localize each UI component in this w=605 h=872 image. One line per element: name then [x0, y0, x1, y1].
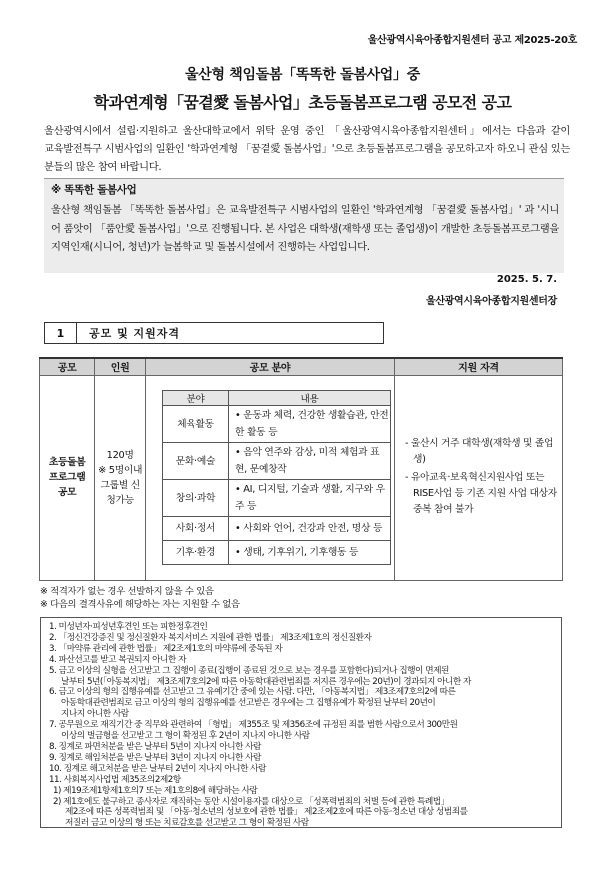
field-header-area: 분야	[162, 391, 228, 406]
fields-table	[162, 390, 391, 565]
field-area: 기후·환경	[162, 541, 228, 565]
field-area: 창의·과학	[162, 480, 228, 517]
disqualification-subitem-cont: 저질러 금고 이상의 형 또는 치료감호를 선고받고 그 형이 확정된 사람	[65, 818, 309, 828]
notice-date: 2025. 5. 7.	[496, 274, 557, 285]
qualification-item: - 유아교육·보육혁신지원사업 또는 RISE사업 등 기존 지원 사업 대상자 중복 참여 불가	[404, 471, 557, 515]
headcount-note: ※ 5명이내 그룹별 신청가능	[98, 464, 143, 506]
header-fields: 공모 분야	[145, 358, 394, 375]
intro-paragraph: 울산광역시에서 설립·지원하고 울산대학교에서 위탁 운영 중인 「울산광역시육아종합지원센터」에서는 다음과 같이 교육발전특구 시범사업의 일환인 '학과연계형 「꿈곁愛 돌봄사업」'으로 초등돌봄프로그램을 공모하고자 하오니 관심 있는 분들의 많은 참여 바랍니다.	[44, 125, 570, 173]
field-area: 사회·정서	[162, 517, 228, 541]
disqualification-item: 2. 「정신건강증진 및 정신질환자 복지서비스 지원에 관한 법률」 제3조제1호의 정신질환자	[49, 632, 372, 643]
disqualification-item: 1. 미성년자·피성년후견인 또는 피한정후견인	[49, 622, 208, 632]
info-box-title: ※ 똑똑한 돌봄사업	[51, 184, 137, 196]
disqualification-item: 4. 파산선고를 받고 복권되지 아니한 자	[49, 654, 186, 665]
recruitment-table	[39, 357, 563, 581]
qualification-cell	[394, 375, 562, 580]
disqualification-item: 3. 「마약류 관리에 관한 법률」 제2조제1호의 마약류에 중독된 자	[49, 643, 283, 654]
header-category: 공모	[40, 358, 95, 375]
section-heading	[44, 322, 384, 344]
field-area: 문화·예술	[162, 443, 228, 480]
header-headcount: 인원	[95, 358, 146, 375]
field-content: • 사회와 언어, 건강과 안전, 명상 등	[228, 517, 390, 541]
disqualification-item-cont: 아동학대관련범죄로 금고 이상의 형의 집행유예를 선고받은 경우에는 그 집행유예가 확정된 날부터 20년이	[61, 698, 436, 709]
disqualification-item: 8. 징계로 파면처분을 받은 날부터 5년이 지나지 아니한 사람	[49, 741, 261, 752]
qualification-item: - 울산시 거주 대학생(재학생 및 졸업생)	[404, 437, 554, 465]
header-qualification: 지원 자격	[394, 358, 562, 375]
notes	[40, 585, 240, 611]
notice-number: 울산광역시육아종합지원센터 공고 제2025-20호	[367, 35, 577, 46]
disqualification-item: 9. 징계로 해임처분을 받은 날부터 3년이 지나지 아니한 사람	[49, 752, 261, 763]
field-header-content: 내용	[228, 391, 390, 406]
disqualification-box	[40, 617, 562, 828]
section-title: 공모 및 지원자격	[89, 327, 181, 340]
field-content: • 음악 연주와 감상, 미적 체험과 표현, 문예창작	[228, 443, 390, 480]
field-content: • AI, 디지털, 기술과 생활, 지구와 우주 등	[228, 480, 390, 517]
disqualification-item-cont: 이상의 벌금형을 선고받고 그 형이 확정된 후 2년이 지나지 아니한 사람	[61, 731, 310, 742]
disqualification-item-cont: 날부터 5년(「아동복지법」 제3조제7호의2에 따른 아동학대관련범죄를 저지른 경우에는 20년)이 경과되지 아니한 자	[61, 676, 471, 687]
disqualification-item: 7. 공무원으로 재직기간 중 직무와 관련하여 「형법」 제355조 및 제356조에 규정된 죄를 범한 사람으로서 300만원	[49, 720, 458, 731]
info-box-body: 울산형 책임돌봄 「똑똑한 돌봄사업」은 교육발전특구 시범사업의 일환인 '학과연계형 「꿈곁愛 돌봄사업」' 과 '시니어 품앗이 「품안愛 돌봄사업」'으로 진행됩니다. 본 사업은 대학생(재학생 또는 졸업생)이 개발한 초등돌봄프로그램을 지역인재(시니어, 청년)가 늘봄학교 및 돌봄시설에서 진행하는 사업입니다.	[51, 204, 559, 253]
fields-cell	[145, 375, 394, 580]
disqualification-subitem-cont: 제2조에 따른 성폭력범죄 및 「아동·청소년의 성보호에 관한 법률」 제2조제2호에 따른 아동·청소년 대상 성범죄를	[65, 807, 468, 818]
category-cell: 초등돌봄 프로그램 공모	[40, 375, 95, 580]
field-content: • 운동과 체력, 건강한 생활습관, 안전한 활동 등	[228, 406, 390, 443]
disqualification-subitem: 1) 제19조제1항제1호의7 또는 제1호의8에 해당하는 사람	[53, 785, 258, 796]
disqualification-item: 6. 금고 이상의 형의 집행유예를 선고받고 그 유예기간 중에 있는 사람. 다만, 「아동복지법」 제3조제7호의2에 따른	[49, 687, 456, 698]
disqualification-subitem: 2) 제1호에도 불구하고 종사자로 재직하는 동안 시설이용자를 대상으로 「성폭력범죄의 처벌 등에 관한 특례법」	[53, 796, 449, 807]
disqualification-item: 10. 징계로 해고처분을 받은 날부터 2년이 지나지 아니한 사람	[49, 763, 266, 774]
title-line-1: 울산형 책임돌봄「똑똑한 돌봄사업」중	[185, 67, 420, 83]
field-content: • 생태, 기후위기, 기후행동 등	[228, 541, 390, 565]
note-item: ※ 다음의 결격사유에 해당하는 자는 지원할 수 없음	[40, 599, 240, 610]
field-area: 체육활동	[162, 406, 228, 443]
info-box	[44, 178, 564, 273]
section-number: 1	[45, 323, 77, 343]
organization-name: 울산광역시육아종합지원센터장	[425, 296, 557, 307]
note-item: ※ 적격자가 없는 경우 선발하지 않을 수 있음	[40, 586, 214, 597]
disqualification-item: 5. 금고 이상의 실형을 선고받고 그 집행이 종료(집행이 종료된 것으로 보는 경우를 포함한다)되거나 집행이 면제된	[49, 665, 449, 676]
disqualification-item-cont: 지나지 아니한 사람	[61, 709, 129, 720]
headcount-value: 120명	[106, 449, 134, 461]
disqualification-item: 11. 사회복지사업법 제35조의2제2항	[49, 774, 181, 785]
headcount-cell	[95, 375, 146, 580]
title-line-2: 학과연계형「꿈곁愛 돌봄사업」초등돌봄프로그램 공모전 공고	[93, 93, 512, 112]
